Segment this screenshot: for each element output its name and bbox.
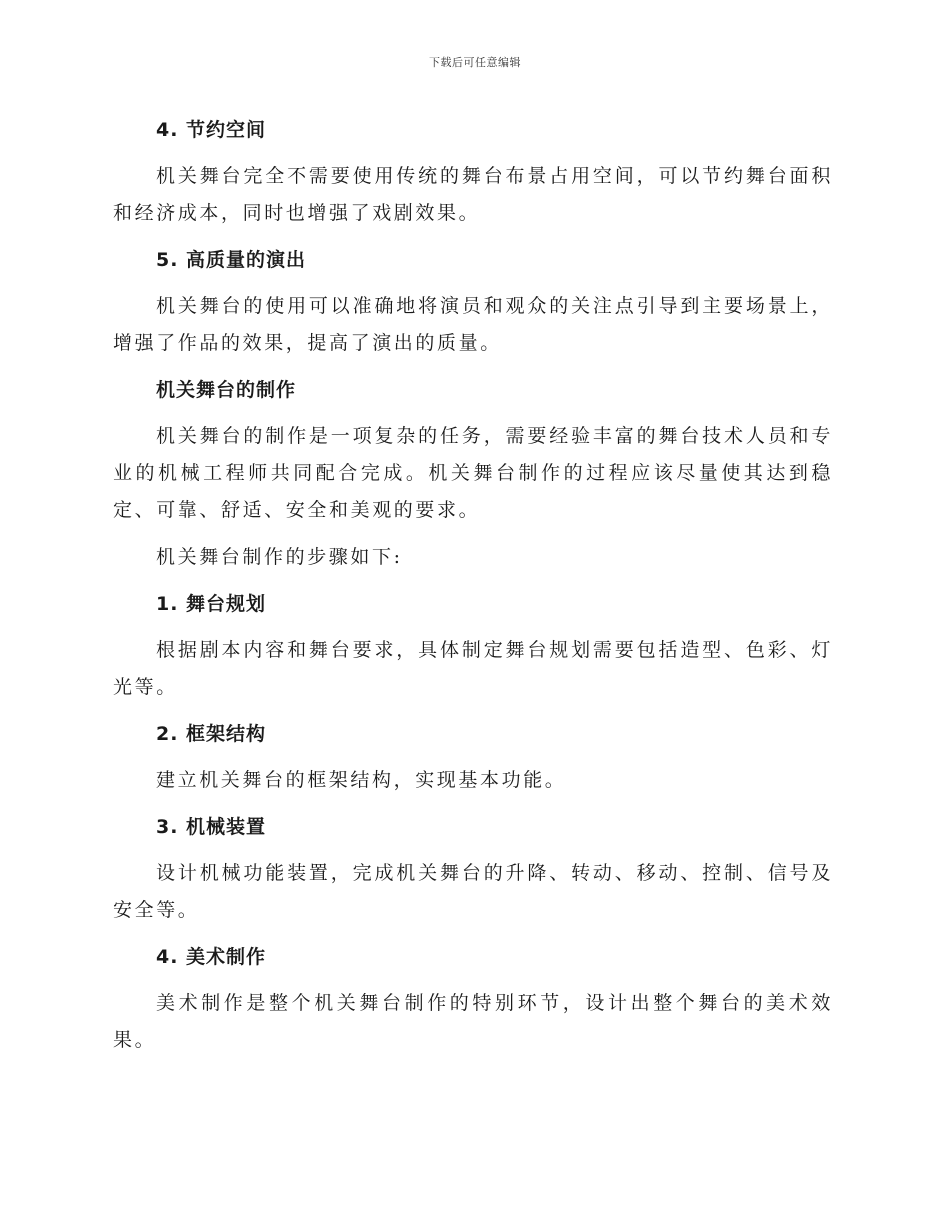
page-header: 下载后可任意编辑 <box>429 56 521 69</box>
step-heading-mechanical: 3. 机械装置 <box>156 816 267 838</box>
paragraph-steps-intro: 机关舞台制作的步骤如下: <box>156 546 403 568</box>
section-heading-save-space: 4. 节约空间 <box>156 119 267 141</box>
paragraph-high-quality: 机关舞台的使用可以准确地将演员和观众的关注点引导到主要场景上，增强了作品的效果，提高了演出的质量。 <box>113 295 833 354</box>
document-body <box>113 112 833 1069</box>
paragraph-art: 美术制作是整个机关舞台制作的特别环节，设计出整个舞台的美术效果。 <box>113 992 833 1051</box>
paragraph-save-space: 机关舞台完全不需要使用传统的舞台布景占用空间，可以节约舞台面积和经济成本，同时也增强了戏剧效果。 <box>113 165 833 224</box>
paragraph-production: 机关舞台的制作是一项复杂的任务，需要经验丰富的舞台技术人员和专业的机械工程师共同配合完成。机关舞台制作的过程应该尽量使其达到稳定、可靠、舒适、安全和美观的要求。 <box>113 425 833 521</box>
step-heading-art: 4. 美术制作 <box>156 946 267 968</box>
paragraph-frame: 建立机关舞台的框架结构，实现基本功能。 <box>156 769 567 791</box>
section-heading-production: 机关舞台的制作 <box>156 379 297 401</box>
step-heading-planning: 1. 舞台规划 <box>156 593 267 615</box>
step-heading-frame: 2. 框架结构 <box>156 723 267 745</box>
section-heading-high-quality: 5. 高质量的演出 <box>156 249 307 271</box>
paragraph-mechanical: 设计机械功能装置，完成机关舞台的升降、转动、移动、控制、信号及安全等。 <box>113 862 833 921</box>
paragraph-planning: 根据剧本内容和舞台要求，具体制定舞台规划需要包括造型、色彩、灯光等。 <box>113 639 833 698</box>
